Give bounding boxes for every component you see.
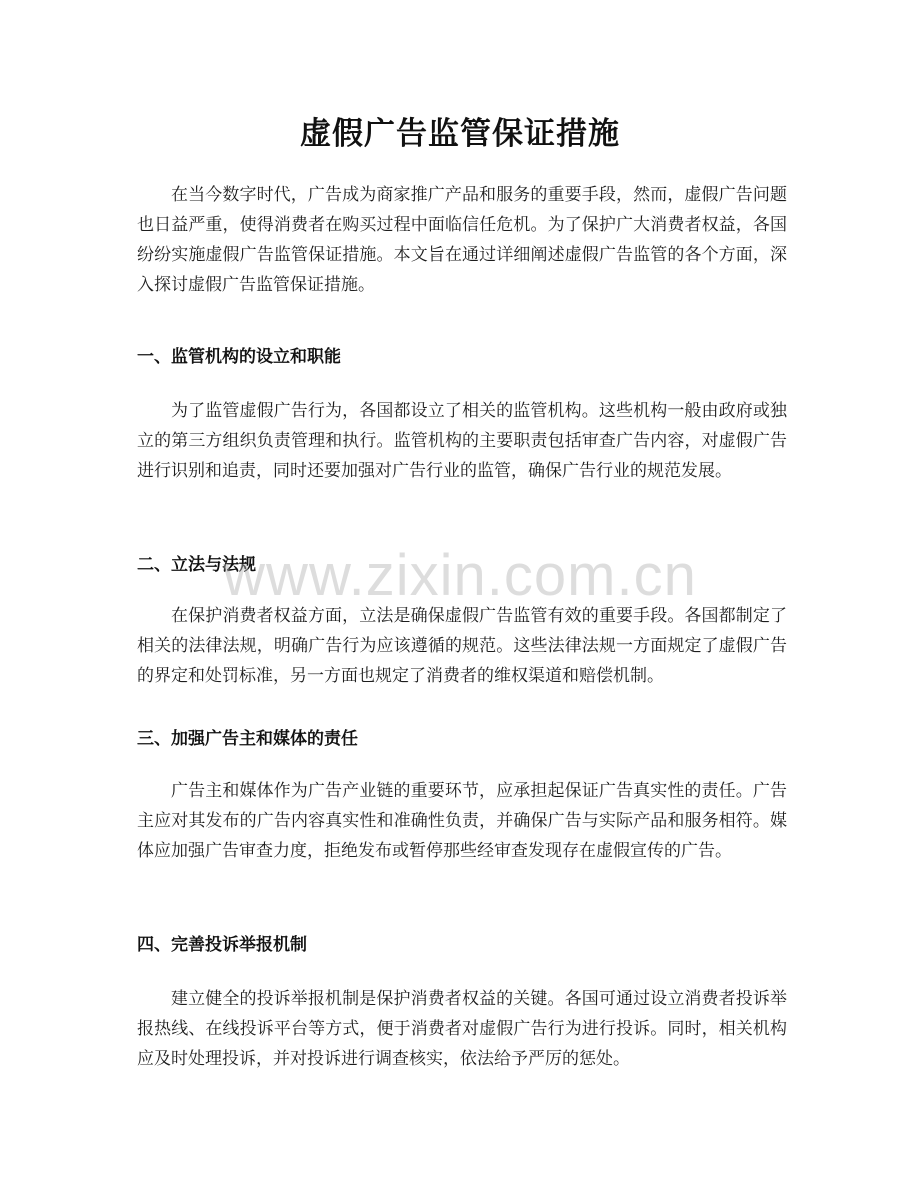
section-heading-4: 四、完善投诉举报机制 (137, 935, 307, 955)
intro-paragraph: 在当今数字时代，广告成为商家推广产品和服务的重要手段，然而，虚假广告问题也日益严重，使得消费者在购买过程中面临信任危机。为了保护广大消费者权益，各国纷纷实施虚假广告监管保证措施。本文旨在通过详细阐述虚假广告监管的各个方面，深入探讨虚假广告监管保证措施。 (137, 185, 787, 295)
watermark-text: www.zixin.com.cn (223, 543, 697, 608)
section-heading-3: 三、加强广告主和媒体的责任 (137, 729, 358, 749)
section-body-1: 为了监管虚假广告行为，各国都设立了相关的监管机构。这些机构一般由政府或独立的第三方组织负责管理和执行。监管机构的主要职责包括审查广告内容，对虚假广告进行识别和追责，同时还要加强对广告行业的监管，确保广告行业的规范发展。 (137, 401, 787, 481)
section-body-4: 建立健全的投诉举报机制是保护消费者权益的关键。各国可通过设立消费者投诉举报热线、在线投诉平台等方式，便于消费者对虚假广告行为进行投诉。同时，相关机构应及时处理投诉，并对投诉进行调查核实，依法给予严厉的惩处。 (137, 989, 787, 1069)
section-body-2: 在保护消费者权益方面，立法是确保虚假广告监管有效的重要手段。各国都制定了相关的法律法规，明确广告行为应该遵循的规范。这些法律法规一方面规定了虚假广告的界定和处罚标准，另一方面也规定了消费者的维权渠道和赔偿机制。 (137, 606, 787, 686)
section-body-3: 广告主和媒体作为广告产业链的重要环节，应承担起保证广告真实性的责任。广告主应对其发布的广告内容真实性和准确性负责，并确保广告与实际产品和服务相符。媒体应加强广告审查力度，拒绝发布或暂停那些经审查发现存在虚假宣传的广告。 (137, 781, 787, 861)
page-title: 虚假广告监管保证措施 (300, 116, 620, 152)
section-heading-1: 一、监管机构的设立和职能 (137, 347, 341, 367)
section-heading-2: 二、立法与法规 (137, 555, 256, 575)
